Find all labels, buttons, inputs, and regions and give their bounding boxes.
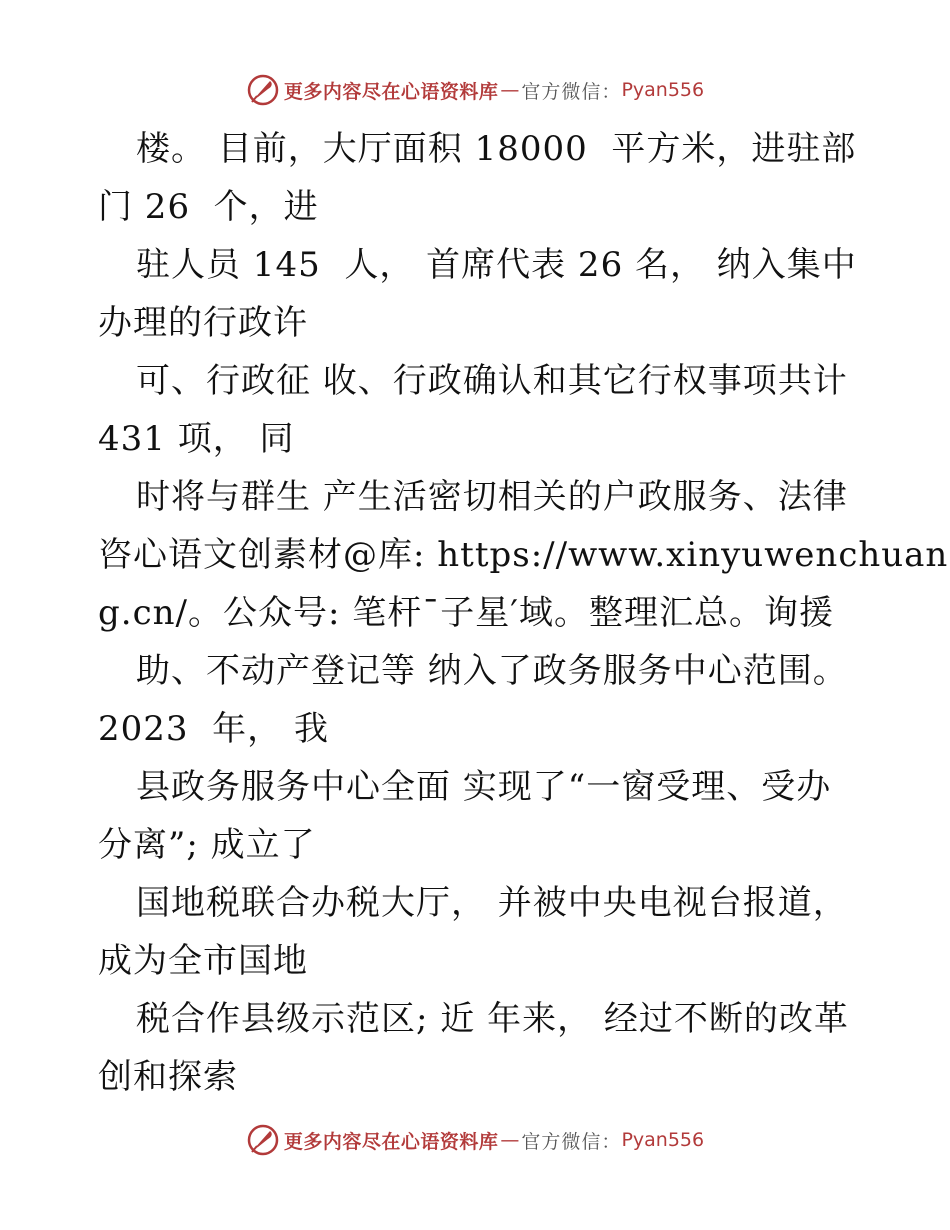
text-line: 县政务服务中心全面 实现了“一窗受理、受办 <box>136 767 832 807</box>
text-line: 可、行政征 收、行政确认和其它行权事项共计 <box>136 361 848 401</box>
text-line: g.cn/。公众号: 笔杆¯子星′域。整理汇总。询援 <box>98 593 834 633</box>
text-line: 国地税联合办税大厅， 并被中央电视台报道， <box>136 883 848 923</box>
text-line: 成为全市国地 <box>98 941 308 981</box>
banner-separator: — <box>500 1129 520 1151</box>
banner-wechat-label: 官方微信： <box>521 80 622 103</box>
banner-main-text: 更多内容尽在心语资料库 <box>283 1130 499 1153</box>
text-line: 门 26 个，进 <box>98 187 319 227</box>
banner-wechat-label: 官方微信： <box>521 1130 622 1153</box>
banner-wechat-id: Pyan556 <box>621 79 705 101</box>
feather-pen-icon <box>246 73 280 107</box>
text-line: 咨心语文创素材@库: https://www.xinyuwenchuan <box>98 535 949 575</box>
text-line: 2023 年， 我 <box>98 709 329 749</box>
banner-main-text: 更多内容尽在心语资料库 <box>283 80 499 103</box>
text-line: 助、不动产登记等 纳入了政务服务中心范围。 <box>136 651 848 691</box>
banner-wechat-id: Pyan556 <box>621 1129 705 1151</box>
text-line: 431 项， 同 <box>98 419 295 459</box>
banner-separator: — <box>500 79 520 101</box>
text-line: 办理的行政许 <box>98 303 308 343</box>
text-line: 时将与群生 产生活密切相关的户政服务、法律 <box>136 477 848 517</box>
text-line: 驻人员 145 人， 首席代表 26 名， 纳入集中 <box>136 245 857 285</box>
header-watermark-banner <box>0 70 950 110</box>
text-line: 分离”; 成立了 <box>98 825 316 865</box>
feather-pen-icon <box>246 1123 280 1157</box>
text-line: 楼。 目前，大厅面积 18000 平方米，进驻部 <box>136 129 857 169</box>
footer-watermark-banner <box>0 1120 950 1160</box>
text-line: 创和探索 <box>98 1057 238 1097</box>
text-line: 税合作县级示范区; 近 年来， 经过不断的改革 <box>136 999 849 1039</box>
